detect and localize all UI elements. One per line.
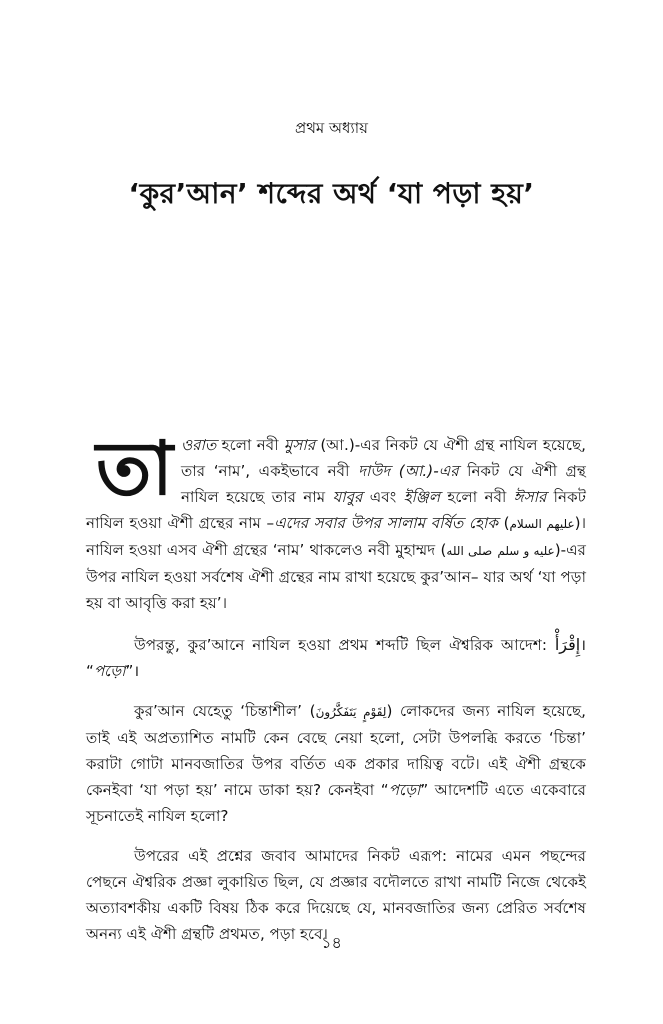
arabic-word: إِقْرَأْ: [554, 635, 581, 654]
text-run: উপরন্তু, কুর’আনে নাযিল হওয়া প্রথম শব্দটি ছিল ঐশ্বরিক আদেশ:: [134, 636, 555, 654]
text-run: নিকট যে ঐশী গ্রন্থ নাযিল হয়েছে তার নাম: [180, 462, 586, 506]
chapter-title: ‘কুর’আন’ শব্দের অর্থ ‘যা পড়া হয়’: [128, 177, 535, 210]
arabic-honorific: عليهم السلام: [509, 517, 575, 531]
italic-term: পড়ো: [93, 662, 126, 680]
body-text: [86, 426, 587, 961]
text-run: হলো নবী: [216, 436, 284, 454]
text-run: (আ.)-এর নিকট যে ঐশী গ্রন্থ নাযিল হয়েছে, তার ‘নাম’, একইভাবে নবী: [180, 436, 587, 480]
italic-term: ইঞ্জিল: [403, 488, 441, 506]
paragraph-1: তাওরাত হলো নবী মুসার (আ.)-এর নিকট যে ঐশী গ্রন্থ নাযিল হয়েছে, তার ‘নাম’, একইভাবে নবী দাউদ (আ.)-এর নিকট যে ঐশী গ্রন্থ নাযিল হয়েছে তার নাম যাবুর এবং ইঞ্জিল হলো নবী ঈসার নিকট নাযিল হওয়া ঐশী গ্রন্থের নাম –এদের সবার উপর সালাম বর্ষিত হোক (عليهم السلام)। নাযিল হওয়া এসব ঐশী গ্রন্থের ‘নাম’ থাকলেও নবী মুহাম্মদ (صلى الله عليه و سلم)-এর উপর নাযিল হওয়া সর্বশেষ ঐশী গ্রন্থের নাম রাখা হয়েছে কুর’আন– যার অর্থ ‘যা পড়া হয় বা আবৃত্তি করা হয়’।: [86, 426, 587, 612]
italic-term: ঈসার: [513, 488, 547, 506]
drop-cap: তা: [96, 426, 173, 512]
text-run: উপরের এই প্রশ্নের জবাব আমাদের নিকট এরূপ: নামের এমন পছন্দের পেছনে ঐশ্বরিক প্রজ্ঞা লুকায়িত ছিল, যে প্রজ্ঞার বদৌলতে রাখা নামটি নিজে থেকেই অত্যাবশকীয় একটি বিষয় ঠিক করে দিয়েছে যে, মানবজাতির জন্য প্রেরিত সর্বশেষ অনন্য এই ঐশী গ্রন্থটি প্রথমত, পড়া হবে।: [86, 847, 586, 943]
text-run: । “: [86, 636, 586, 680]
arabic-phrase: لِقَوْمٍ يَتَفَكَّرُونَ: [315, 705, 387, 719]
paragraph-2: [86, 632, 586, 684]
arabic-honorific: عليه و سلم: [497, 544, 555, 558]
italic-term: পড়ো: [388, 781, 421, 799]
paragraph-3: [86, 698, 586, 829]
italic-term: মুসার: [283, 436, 316, 454]
page-number: ১৪: [321, 933, 342, 952]
arabic-honorific: صلى الله: [446, 544, 493, 558]
italic-term: ওরাত: [180, 436, 217, 454]
text-run: হলো নবী: [440, 488, 514, 506]
text-run: নিকট নাযিল হওয়া ঐশী গ্রন্থের নাম –: [86, 488, 586, 532]
text-run: । নাযিল হওয়া এসব ঐশী গ্রন্থের ‘নাম’ থাকলেও নবী মুহাম্মদ (: [86, 514, 586, 559]
text-run: ”।: [125, 662, 140, 680]
chapter-label: প্রথম অধ্যায়: [295, 119, 368, 137]
text-run: এবং: [362, 488, 404, 506]
text-run: ” আদেশটি এতে একেবারে সূচনাতেই নাযিল হলো?: [86, 781, 586, 825]
text-run: ) লোকদের জন্য নাযিল হয়েছে, তাই এই অপ্রত্যাশিত নামটি কেন বেছে নেয়া হলো, সেটা উপলব্ধি করতে ‘চিন্তা’ করাটা গোটা মানবজাতির উপর বর্তিত এক প্রকার দায়িত্ব বটে। এই ঐশী গ্রন্থকে কেনইবা ‘যা পড়া হয়’ নামে ডাকা হয়? কেনইবা “: [86, 702, 586, 799]
text-run: কুর’আন যেহেতু ‘চিন্তাশীল’ (: [134, 702, 316, 720]
italic-term: দাউদ (আ.)-এর: [358, 462, 459, 480]
italic-blessing: এদের সবার উপর সালাম বর্ষিত হোক: [274, 514, 498, 532]
text-run: )-এর উপর নাযিল হওয়া সর্বশেষ ঐশী গ্রন্থের নাম রাখা হয়েছে কুর’আন– যার অর্থ ‘যা পড়া হয় বা আবৃত্তি করা হয়’।: [86, 541, 587, 612]
italic-term: যাবুর: [332, 488, 363, 506]
